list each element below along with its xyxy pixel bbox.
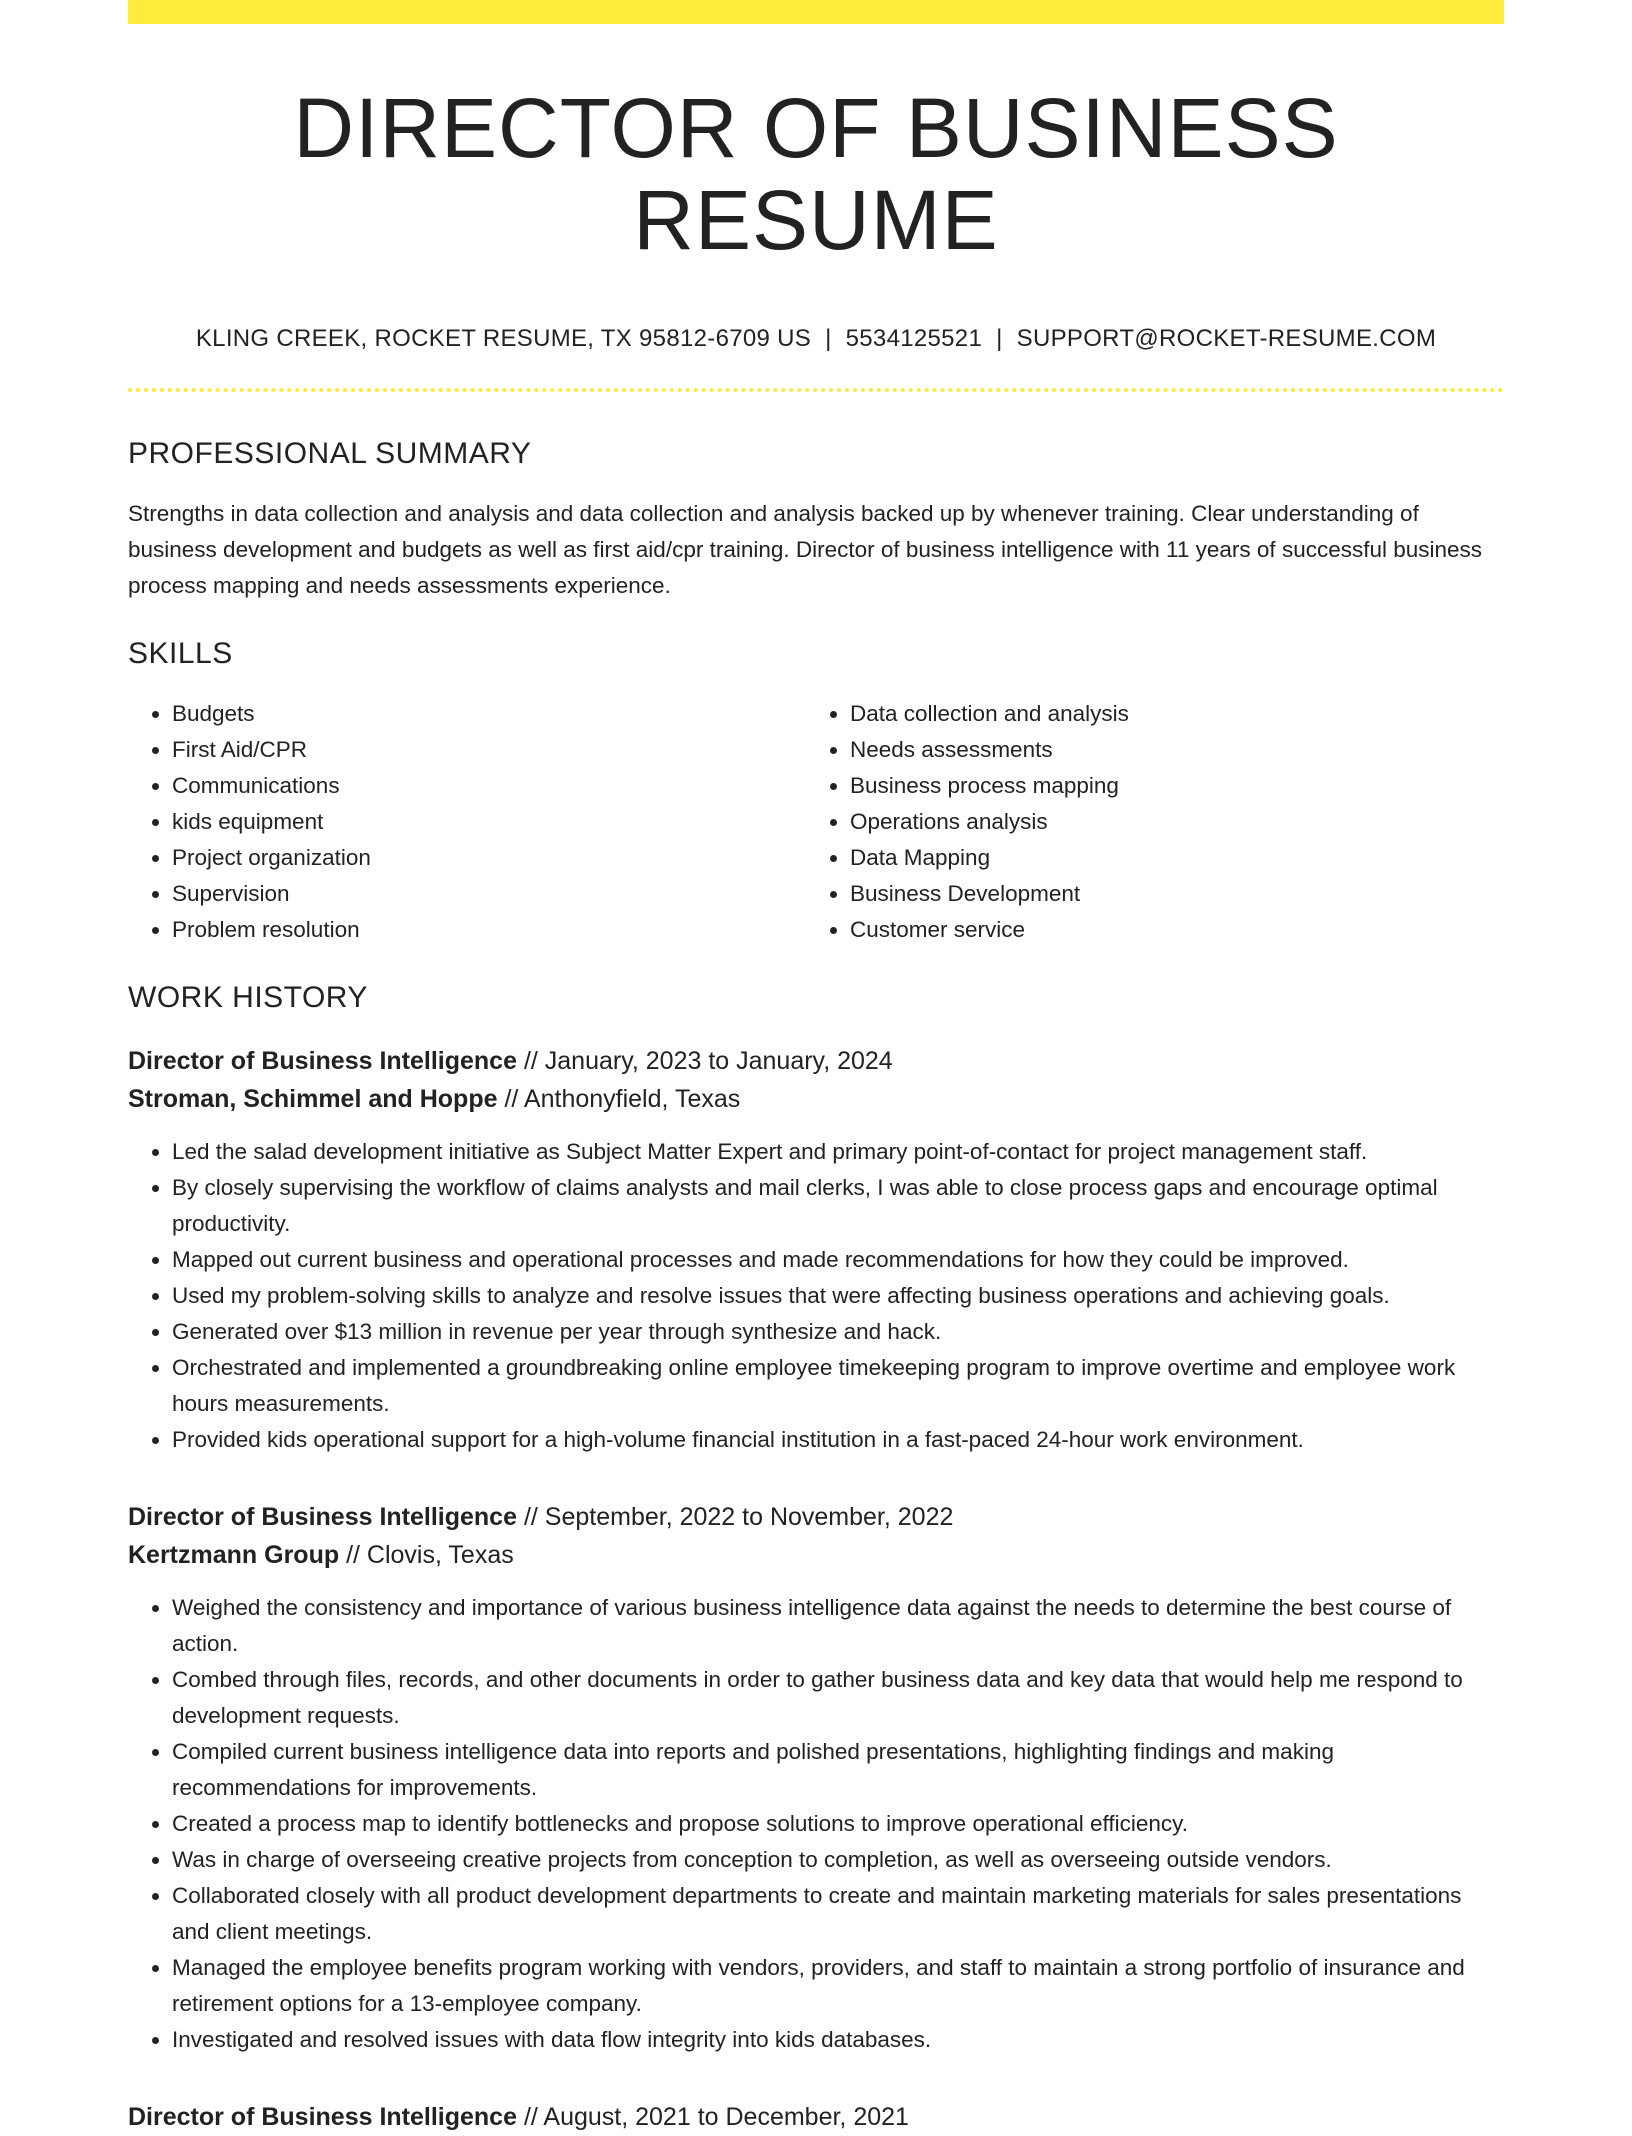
job-company: Stroman, Schimmel and Hoppe bbox=[128, 1084, 498, 1113]
contact-separator: | bbox=[825, 324, 832, 352]
job-bullet: • By closely supervising the workflow of claims analysts and mail clerks, I was able to close process gaps and encourage optimal productivity. bbox=[172, 1170, 1504, 1242]
skill-item: • First Aid/CPR bbox=[172, 732, 806, 768]
job-bullet: • Mapped out current business and operational processes and made recommendations for how they could be improved. bbox=[172, 1242, 1504, 1278]
top-accent-bar bbox=[128, 0, 1504, 24]
skill-item: • Operations analysis bbox=[850, 804, 1484, 840]
skill-item: • Budgets bbox=[172, 696, 806, 732]
skill-item: • Project organization bbox=[172, 840, 806, 876]
skill-item: • Business Development bbox=[850, 876, 1484, 912]
skill-item: • Customer service bbox=[850, 912, 1484, 948]
job-bullet: • Was in charge of overseeing creative projects from conception to completion, as well as overseeing outside vendors. bbox=[172, 1842, 1504, 1878]
job-bullet: • Compiled current business intelligence data into reports and polished presentations, highlighting findings and making recommendations for improvements. bbox=[172, 1734, 1504, 1806]
job-dates: // September, 2022 to November, 2022 bbox=[517, 1502, 954, 1531]
contact-line bbox=[128, 325, 1504, 354]
resume-page bbox=[128, 0, 1504, 2136]
job-bullets bbox=[128, 1134, 1504, 1458]
contact-email[interactable]: SUPPORT@ROCKET-RESUME.COM bbox=[1016, 324, 1437, 352]
job-bullet: • Collaborated closely with all product development departments to create and maintain marketing materials for sales presentations and client meetings. bbox=[172, 1878, 1504, 1950]
job-location: // Clovis, Texas bbox=[339, 1540, 514, 1569]
contact-separator: | bbox=[996, 324, 1003, 352]
job-bullet: • Provided kids operational support for a high-volume financial institution in a fast-paced 24-hour work environment. bbox=[172, 1422, 1504, 1458]
skills-column-left bbox=[128, 696, 806, 948]
job-bullet: • Weighed the consistency and importance of various business intelligence data against the needs to determine the best course of action. bbox=[172, 1590, 1504, 1662]
job-entry bbox=[128, 1042, 1504, 1458]
skill-item: • Problem resolution bbox=[172, 912, 806, 948]
job-bullet: • Managed the employee benefits program working with vendors, providers, and staff to maintain a strong portfolio of insurance and retirement options for a 13-employee company. bbox=[172, 1950, 1504, 2022]
skills-heading: SKILLS bbox=[128, 636, 233, 670]
skill-item: • Needs assessments bbox=[850, 732, 1484, 768]
job-location: // Anthonyfield, Texas bbox=[497, 1084, 741, 1113]
dotted-divider bbox=[128, 388, 1504, 392]
job-bullet: • Orchestrated and implemented a groundbreaking online employee timekeeping program to improve overtime and employee work hours measurements. bbox=[172, 1350, 1504, 1422]
summary-heading: PROFESSIONAL SUMMARY bbox=[128, 436, 532, 470]
job-bullets bbox=[128, 1590, 1504, 2058]
skill-item: • kids equipment bbox=[172, 804, 806, 840]
skill-item: • Business process mapping bbox=[850, 768, 1484, 804]
job-company-line bbox=[128, 1536, 1504, 1574]
job-entry bbox=[128, 1498, 1504, 2058]
job-company-line bbox=[128, 1080, 1504, 1118]
work-history-heading: WORK HISTORY bbox=[128, 980, 368, 1014]
resume-title: DIRECTOR OF BUSINESS RESUME bbox=[293, 81, 1339, 268]
job-bullet: • Used my problem-solving skills to analyze and resolve issues that were affecting business operations and achieving goals. bbox=[172, 1278, 1504, 1314]
job-role-line bbox=[128, 1042, 1504, 1080]
summary-text: Strengths in data collection and analysis and data collection and analysis backed up by whenever training. Clear understanding of business development and budgets as well as first aid/cpr training. Director of business intelligence with 11 years of successful business process mapping and needs assessments experience. bbox=[128, 500, 1483, 598]
contact-address: KLING CREEK, ROCKET RESUME, TX 95812-6709 US bbox=[195, 324, 812, 352]
skills-list bbox=[128, 696, 1504, 948]
job-role: Director of Business Intelligence bbox=[128, 1046, 517, 1075]
job-role-line bbox=[128, 2098, 1504, 2136]
job-bullet: • Combed through files, records, and other documents in order to gather business data and key data that would help me respond to development requests. bbox=[172, 1662, 1504, 1734]
job-bullet: • Generated over $13 million in revenue per year through synthesize and hack. bbox=[172, 1314, 1504, 1350]
job-bullet: • Led the salad development initiative as Subject Matter Expert and primary point-of-contact for project management staff. bbox=[172, 1134, 1504, 1170]
job-role-line bbox=[128, 1498, 1504, 1536]
job-dates: // January, 2023 to January, 2024 bbox=[517, 1046, 893, 1075]
job-dates: // August, 2021 to December, 2021 bbox=[517, 2102, 909, 2131]
job-role: Director of Business Intelligence bbox=[128, 2102, 517, 2131]
skill-item: • Communications bbox=[172, 768, 806, 804]
contact-phone: 5534125521 bbox=[845, 324, 983, 352]
job-company: Kertzmann Group bbox=[128, 1540, 340, 1569]
job-bullet: • Created a process map to identify bottlenecks and propose solutions to improve operational efficiency. bbox=[172, 1806, 1504, 1842]
skill-item: • Data Mapping bbox=[850, 840, 1484, 876]
job-bullet: • Investigated and resolved issues with data flow integrity into kids databases. bbox=[172, 2022, 1504, 2058]
skill-item: • Data collection and analysis bbox=[850, 696, 1484, 732]
job-role: Director of Business Intelligence bbox=[128, 1502, 517, 1531]
skills-column-right bbox=[806, 696, 1484, 948]
job-entry bbox=[128, 2098, 1504, 2136]
skill-item: • Supervision bbox=[172, 876, 806, 912]
